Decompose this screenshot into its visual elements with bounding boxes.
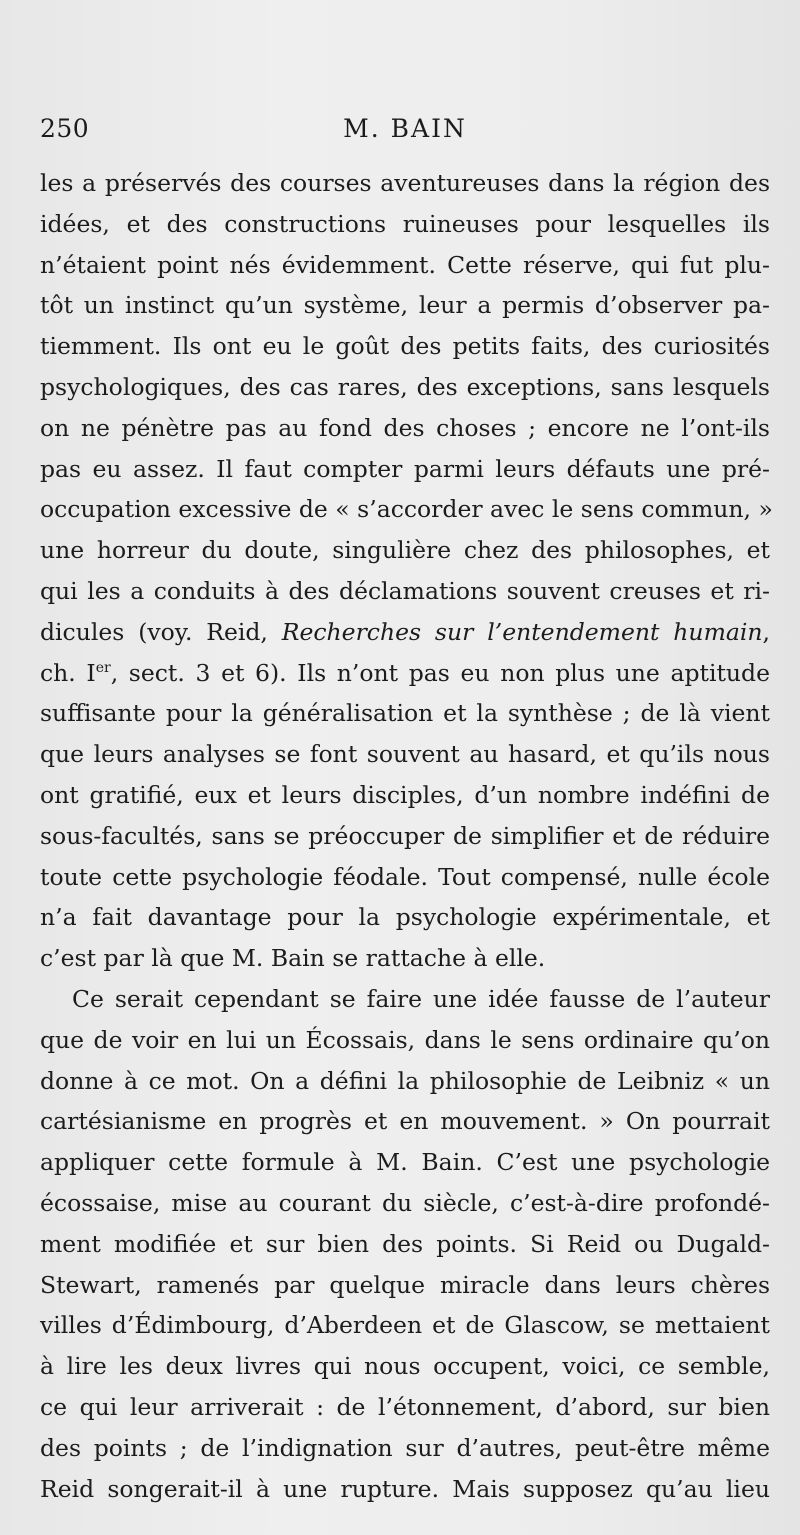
text-line: occupation excessive de « s’accorder avec le sens commun, »: [40, 495, 773, 524]
superscript: er: [95, 659, 111, 676]
page-number: 250: [40, 114, 90, 143]
text-line: [40, 612, 770, 653]
text-line: tôt un instinct qu’un système, leur a permis d’observer pa-: [40, 291, 770, 320]
text-segment: dicules (voy. Reid,: [40, 617, 282, 646]
text-line: cartésianisme en progrès et en mouvement. » On pourrait: [40, 1107, 770, 1136]
text-line: ont gratifié, eux et leurs disciples, d’un nombre indéfini de: [40, 780, 770, 809]
text-line: une horreur du doute, singulière chez des philosophes, et: [40, 536, 770, 565]
text-line: écossaise, mise au courant du siècle, c’est-à-dire profondé-: [40, 1188, 770, 1217]
text-line: Stewart, ramenés par quelque miracle dans leurs chères: [40, 1270, 770, 1299]
text-line: ce qui leur arriverait : de l’étonnement, d’abord, sur bien: [40, 1392, 770, 1421]
text-line: idées, et des constructions ruineuses pour lesquelles ils: [40, 209, 770, 238]
text-line: ment modifiée et sur bien des points. Si Reid ou Dugald-: [40, 1229, 770, 1258]
text-line: n’étaient point nés évidemment. Cette réserve, qui fut plu-: [40, 250, 770, 279]
text-segment: , sect. 3 et 6). Ils n’ont pas eu non plus une aptitude: [110, 658, 771, 687]
text-line: on ne pénètre pas au fond des choses ; encore ne l’ont-ils: [40, 413, 770, 442]
text-line: appliquer cette formule à M. Bain. C’est une psychologie: [40, 1148, 770, 1177]
cited-title: Recherches sur l’entendement humain: [281, 617, 763, 646]
text-line: sous-facultés, sans se préoccuper de simplifier et de réduire: [40, 821, 770, 850]
text-line: villes d’Édimbourg, d’Aberdeen et de Glascow, se mettaient: [40, 1311, 770, 1340]
text-line: Reid songerait-il à une rupture. Mais supposez qu’au lieu: [40, 1474, 770, 1503]
text-line: n’a fait davantage pour la psychologie expérimentale, et: [40, 903, 770, 932]
running-head: M. BAIN: [343, 114, 467, 143]
text-line: c’est par là que M. Bain se rattache à elle.: [40, 944, 546, 973]
text-line: Ce serait cependant se faire une idée fausse de l’auteur: [72, 984, 770, 1013]
text-segment: ,: [762, 617, 770, 646]
text-segment: ch. I: [40, 658, 96, 687]
text-line: qui les a conduits à des déclamations souvent creuses et ri-: [40, 576, 770, 605]
text-line: psychologiques, des cas rares, des exceptions, sans lesquels: [40, 372, 770, 401]
text-line: que leurs analyses se font souvent au hasard, et qu’ils nous: [40, 740, 770, 769]
page-header: [40, 114, 770, 154]
text-line: des points ; de l’indignation sur d’autres, peut-être même: [40, 1433, 770, 1462]
text-line: à lire les deux livres qui nous occupent, voici, ce semble,: [40, 1352, 770, 1381]
text-line: tiemment. Ils ont eu le goût des petits faits, des curiosités: [40, 332, 770, 361]
text-line: suffisante pour la généralisation et la synthèse ; de là vient: [40, 699, 770, 728]
text-line: donne à ce mot. On a défini la philosophie de Leibniz « un: [40, 1066, 770, 1095]
text-line: [40, 653, 770, 694]
text-line: les a préservés des courses aventureuses dans la région des: [40, 169, 770, 197]
text-line: toute cette psychologie féodale. Tout compensé, nulle école: [40, 862, 770, 891]
text-line: pas eu assez. Il faut compter parmi leurs défauts une pré-: [40, 454, 770, 483]
text-line: que de voir en lui un Écossais, dans le sens ordinaire qu’on: [40, 1025, 770, 1054]
body-text: [40, 163, 773, 1509]
